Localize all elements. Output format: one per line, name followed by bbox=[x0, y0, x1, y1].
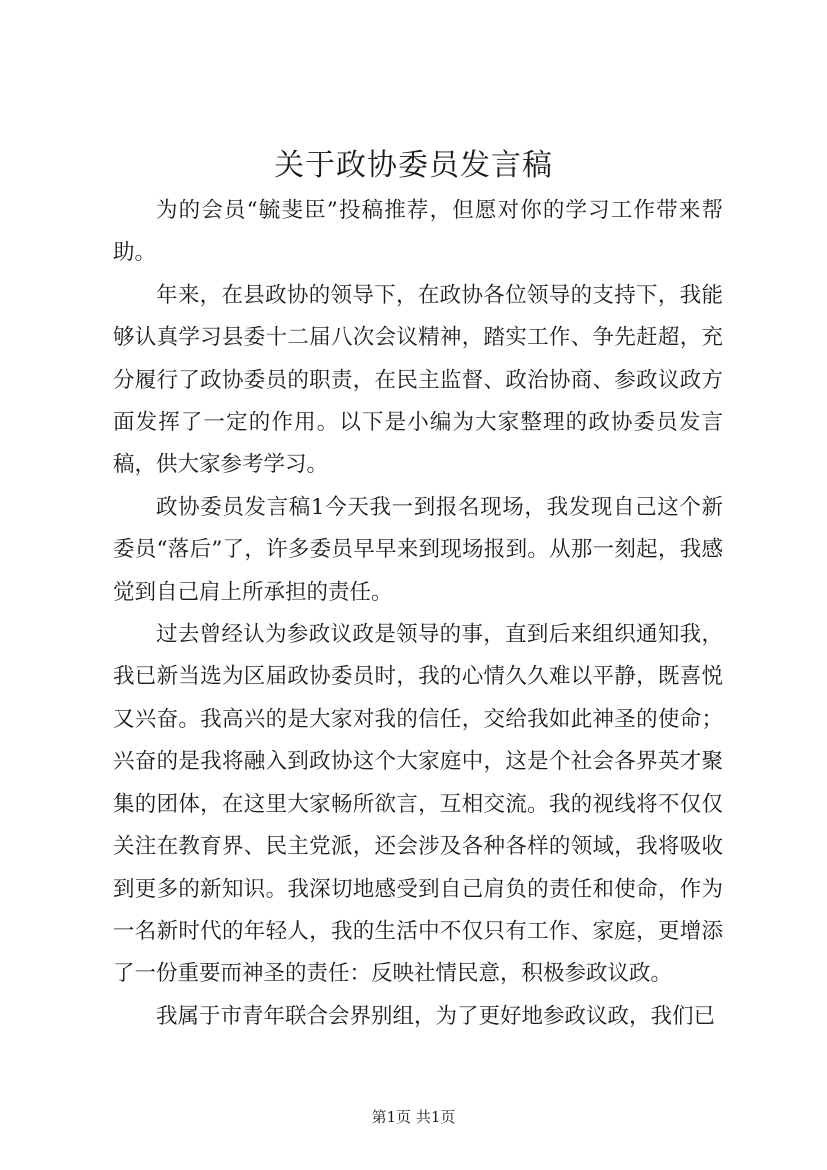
paragraph-2: 年来，在县政协的领导下，在政协各位领导的支持下，我能够认真学习县委十二届八次会议精神，踏实工作、争先赶超，充分履行了政协委员的职责，在民主监督、政治协商、参政议政方面发挥了一定的作用。以下是小编为大家整理的政协委员发言稿，供大家参考学习。 bbox=[113, 282, 723, 478]
page-footer: 第1页 共1页 bbox=[371, 1108, 456, 1126]
paragraph-5: 我属于市青年联合会界别组，为了更好地参政议政，我们已 bbox=[156, 1003, 716, 1029]
paragraph-4: 过去曾经认为参政议政是领导的事，直到后来组织通知我，我已新当选为区届政协委员时，我的心情久久难以平静，既喜悦又兴奋。我高兴的是大家对我的信任，交给我如此神圣的使命；兴奋的是我将融入到政协这个大家庭中，这是个社会各界英才聚集的团体，在这里大家畅所欲言，互相交流。我的视线将不仅仅关注在教育界、民主党派，还会涉及各种各样的领域，我将吸收到更多的新知识。我深切地感受到自己肩负的责任和使命，作为一名新时代的年轻人，我的生活中不仅只有工作、家庭，更增添了一份重要而神圣的责任：反映社情民意，积极参政议政。 bbox=[113, 622, 723, 987]
document-body bbox=[113, 190, 723, 1038]
document-title: 关于政协委员发言稿 bbox=[274, 148, 553, 183]
paragraph-3: 政协委员发言稿1今天我一到报名现场，我发现自己这个新委员“落后”了，许多委员早早来到现场报到。从那一刻起，我感觉到自己肩上所承担的责任。 bbox=[113, 494, 723, 605]
paragraph-1: 为的会员“毓斐臣”投稿推荐，但愿对你的学习工作带来帮助。 bbox=[113, 198, 723, 266]
